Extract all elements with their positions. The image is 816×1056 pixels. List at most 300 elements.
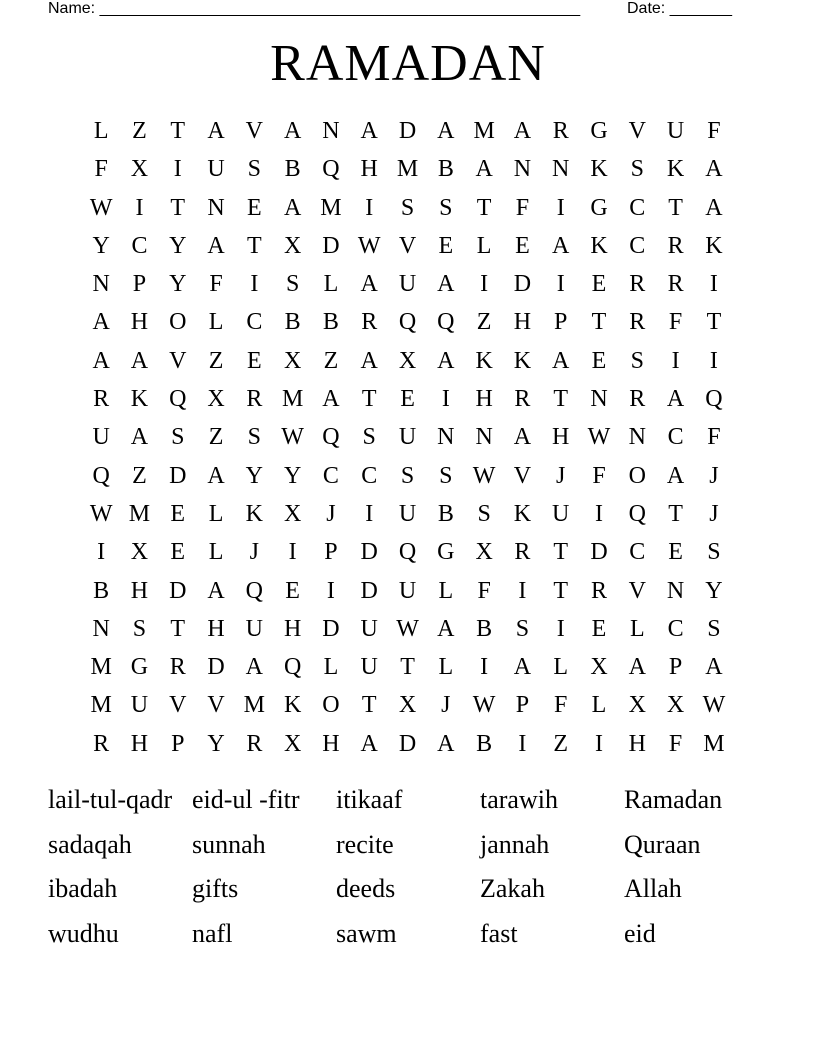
grid-letter: Y	[245, 462, 263, 489]
grid-letter: D	[169, 462, 187, 489]
grid-letter: M	[473, 118, 495, 144]
grid-letter: C	[322, 462, 339, 489]
grid-letter: Y	[705, 577, 723, 604]
grid-letter: S	[477, 500, 491, 527]
grid-letter: T	[361, 692, 377, 719]
grid-letter: R	[93, 386, 110, 413]
grid-letter: D	[360, 577, 378, 604]
grid-letter: A	[437, 271, 455, 298]
grid-letter: A	[130, 424, 149, 451]
grid-letter: V	[628, 118, 646, 144]
grid-letter: C	[246, 309, 263, 336]
grid-letter: R	[361, 309, 378, 336]
grid-letter: D	[207, 654, 225, 681]
grid-letter: N	[437, 424, 455, 451]
word-list-item: jannah	[480, 829, 550, 859]
grid-letter: T	[400, 654, 415, 681]
grid-letter: K	[590, 156, 608, 183]
grid-letter: S	[247, 156, 262, 183]
grid-letter: Q	[245, 577, 263, 604]
grid-letter: A	[513, 424, 532, 451]
grid-letter: I	[97, 539, 106, 566]
grid-letter: T	[247, 232, 262, 259]
word-list-item: sawm	[336, 919, 397, 949]
grid-letter: Z	[132, 462, 147, 489]
grid-letter: C	[667, 424, 684, 451]
grid-letter: F	[515, 194, 530, 221]
grid-letter: A	[207, 577, 225, 604]
grid-letter: X	[666, 692, 685, 719]
grid-letter: X	[130, 156, 149, 183]
grid-letter: N	[590, 386, 608, 413]
grid-letter: A	[437, 615, 455, 642]
grid-letter: U	[207, 156, 225, 183]
grid-letter: N	[322, 118, 340, 144]
grid-letter: D	[398, 118, 417, 144]
grid-row	[82, 150, 733, 188]
word-list-item: recite	[336, 829, 394, 859]
grid-letter: E	[400, 386, 415, 413]
grid-letter: R	[514, 386, 531, 413]
grid-letter: A	[705, 194, 723, 221]
grid-letter: A	[705, 654, 723, 681]
grid-letter: X	[398, 692, 417, 719]
grid-letter: P	[554, 309, 568, 336]
grid-letter: U	[130, 692, 149, 719]
grid-letter: R	[629, 309, 646, 336]
grid-letter: L	[553, 654, 569, 681]
grid-letter: S	[132, 615, 147, 642]
grid-letter: K	[283, 692, 302, 719]
grid-letter: Q	[322, 424, 340, 451]
grid-letter: B	[476, 615, 493, 642]
grid-letter: N	[552, 156, 570, 183]
grid-letter: Q	[169, 386, 187, 413]
grid-letter: F	[707, 118, 721, 144]
grid-letter: D	[513, 271, 532, 298]
grid-letter: R	[629, 271, 646, 298]
grid-letter: U	[245, 615, 263, 642]
grid-letter: Y	[283, 462, 302, 489]
grid-letter: J	[249, 539, 259, 566]
grid-letter: I	[250, 271, 259, 298]
grid-row	[82, 533, 733, 571]
grid-row	[82, 610, 733, 648]
grid-letter: D	[398, 730, 417, 757]
grid-letter: L	[323, 271, 339, 298]
grid-letter: H	[552, 424, 570, 451]
grid-letter: S	[707, 539, 721, 566]
grid-letter: S	[707, 615, 721, 642]
grid-letter: T	[170, 615, 186, 642]
grid-letter: L	[591, 692, 607, 719]
grid-letter: F	[209, 271, 223, 298]
word-list-item: sunnah	[192, 829, 266, 859]
grid-letter: I	[365, 500, 374, 527]
grid-letter: A	[705, 156, 723, 183]
grid-letter: M	[128, 500, 151, 527]
word-list-item: Allah	[624, 874, 682, 904]
grid-letter: D	[590, 539, 608, 566]
grid-letter: L	[208, 309, 224, 336]
grid-letter: S	[515, 615, 530, 642]
grid-letter: L	[629, 615, 645, 642]
grid-letter: S	[400, 462, 415, 489]
grid-letter: A	[628, 654, 646, 681]
grid-letter: I	[441, 386, 450, 413]
grid-letter: K	[245, 500, 263, 527]
grid-letter: X	[130, 539, 149, 566]
grid-letter: I	[173, 156, 182, 183]
grid-letter: Q	[705, 386, 723, 413]
grid-letter: V	[207, 692, 225, 719]
grid-letter: N	[92, 615, 110, 642]
grid-letter: H	[130, 577, 149, 604]
grid-letter: H	[207, 615, 225, 642]
grid-letter: B	[284, 309, 301, 336]
grid-letter: R	[667, 271, 684, 298]
grid-letter: Y	[169, 271, 187, 298]
grid-letter: W	[587, 424, 611, 451]
grid-row	[82, 418, 733, 456]
grid-letter: W	[89, 194, 113, 221]
grid-row	[82, 112, 733, 150]
grid-letter: S	[630, 347, 644, 374]
grid-letter: F	[668, 730, 683, 757]
grid-letter: M	[320, 194, 342, 221]
grid-letter: N	[513, 156, 532, 183]
word-list-item: wudhu	[48, 919, 119, 949]
grid-letter: T	[553, 577, 569, 604]
grid-letter: Z	[208, 424, 224, 451]
grid-letter: B	[322, 309, 339, 336]
grid-letter: V	[169, 347, 187, 374]
puzzle-title: RAMADAN	[270, 35, 546, 92]
grid-letter: I	[671, 347, 680, 374]
grid-letter: G	[130, 654, 149, 681]
grid-letter: H	[628, 730, 646, 757]
word-list-item: sadaqah	[48, 829, 132, 859]
grid-letter: C	[667, 615, 684, 642]
grid-letter: I	[326, 577, 335, 604]
grid-letter: P	[132, 271, 147, 298]
grid-letter: U	[398, 500, 417, 527]
grid-letter: X	[590, 654, 608, 681]
grid-letter: F	[554, 692, 568, 719]
word-list-item: lail-tul-qadr	[48, 785, 173, 814]
grid-letter: X	[628, 692, 646, 719]
grid-letter: R	[246, 386, 263, 413]
grid-letter: A	[666, 462, 685, 489]
grid-letter: I	[518, 730, 527, 757]
grid-letter: B	[437, 500, 454, 527]
grid-letter: A	[322, 386, 340, 413]
grid-letter: E	[668, 539, 683, 566]
grid-letter: D	[322, 615, 340, 642]
grid-letter: S	[400, 194, 415, 221]
grid-letter: W	[702, 692, 726, 719]
grid-letter: B	[476, 730, 493, 757]
grid-letter: I	[556, 615, 565, 642]
grid-letter: I	[480, 654, 489, 681]
grid-letter: A	[513, 654, 532, 681]
grid-row	[82, 648, 733, 686]
grid-letter: R	[246, 730, 263, 757]
word-list-item: fast	[480, 919, 518, 949]
grid-row	[82, 725, 733, 763]
grid-row	[82, 457, 733, 495]
grid-letter: R	[629, 386, 646, 413]
grid-letter: M	[396, 156, 419, 183]
grid-row	[82, 686, 733, 724]
grid-letter: Y	[169, 232, 187, 259]
grid-letter: D	[169, 577, 187, 604]
grid-letter: T	[476, 194, 492, 221]
grid-row	[82, 495, 733, 533]
grid-letter: V	[169, 692, 187, 719]
grid-letter: C	[629, 232, 646, 259]
grid-letter: Y	[92, 232, 110, 259]
word-list-item: Zakah	[480, 874, 545, 904]
grid-letter: I	[556, 194, 565, 221]
grid-letter: L	[208, 500, 224, 527]
grid-letter: S	[247, 424, 262, 451]
grid-letter: C	[131, 232, 148, 259]
grid-letter: X	[398, 347, 417, 374]
grid-letter: A	[437, 118, 455, 144]
grid-letter: A	[475, 156, 493, 183]
word-list-item: eid	[624, 919, 656, 949]
grid-letter: L	[93, 118, 109, 144]
grid-letter: T	[706, 309, 722, 336]
grid-letter: M	[90, 654, 112, 681]
grid-letter: Q	[437, 309, 455, 336]
name-field-label: Name: ______________________________________________________	[48, 0, 581, 17]
grid-letter: F	[592, 462, 606, 489]
grid-letter: R	[169, 654, 186, 681]
grid-letter: R	[552, 118, 569, 144]
grid-letter: E	[285, 577, 300, 604]
grid-letter: H	[283, 615, 302, 642]
grid-letter: W	[472, 692, 496, 719]
grid-letter: V	[513, 462, 532, 489]
grid-letter: Q	[398, 539, 417, 566]
grid-letter: Q	[322, 156, 340, 183]
grid-letter: U	[360, 615, 378, 642]
grid-letter: Z	[323, 347, 339, 374]
grid-letter: B	[284, 156, 301, 183]
grid-letter: P	[171, 730, 185, 757]
grid-letter: K	[513, 347, 532, 374]
grid-letter: G	[590, 118, 608, 144]
grid-letter: A	[207, 462, 225, 489]
grid-letter: V	[398, 232, 417, 259]
grid-letter: D	[322, 232, 340, 259]
grid-letter: M	[90, 692, 112, 719]
word-list-item: eid-ul -fitr	[192, 785, 300, 814]
word-list-item: itikaaf	[336, 785, 403, 814]
grid-letter: H	[130, 730, 149, 757]
grid-letter: R	[591, 577, 608, 604]
word-list-item: Ramadan	[624, 785, 723, 814]
grid-letter: I	[288, 539, 297, 566]
grid-letter: U	[92, 424, 110, 451]
grid-row	[82, 303, 733, 341]
grid-letter: M	[281, 386, 304, 413]
grid-letter: H	[322, 730, 340, 757]
word-list-item: deeds	[336, 874, 396, 904]
grid-letter: F	[668, 309, 683, 336]
grid-letter: M	[243, 692, 265, 719]
grid-row	[82, 380, 733, 418]
grid-letter: R	[667, 232, 684, 259]
grid-letter: S	[285, 271, 300, 298]
grid-letter: S	[439, 462, 453, 489]
grid-letter: E	[247, 194, 262, 221]
grid-letter: G	[437, 539, 455, 566]
grid-letter: A	[360, 118, 378, 144]
grid-letter: E	[247, 347, 262, 374]
grid-letter: T	[553, 386, 569, 413]
grid-letter: K	[475, 347, 493, 374]
grid-letter: X	[475, 539, 493, 566]
grid-letter: J	[326, 500, 336, 527]
grid-row	[82, 265, 733, 303]
grid-letter: K	[130, 386, 149, 413]
grid-letter: E	[591, 271, 607, 298]
grid-letter: N	[92, 271, 110, 298]
grid-letter: E	[170, 539, 186, 566]
grid-letter: S	[362, 424, 376, 451]
grid-letter: Z	[132, 118, 147, 144]
grid-letter: A	[130, 347, 149, 374]
grid-letter: O	[322, 692, 340, 719]
grid-letter: A	[283, 194, 302, 221]
grid-letter: S	[171, 424, 185, 451]
grid-letter: G	[590, 194, 608, 221]
grid-letter: Q	[628, 500, 646, 527]
grid-letter: H	[513, 309, 532, 336]
grid-letter: S	[630, 156, 644, 183]
grid-letter: X	[283, 232, 302, 259]
grid-letter: P	[515, 692, 530, 719]
grid-letter: A	[283, 118, 302, 144]
grid-letter: M	[703, 730, 725, 757]
grid-letter: X	[283, 500, 302, 527]
grid-letter: L	[438, 577, 454, 604]
grid-letter: W	[472, 462, 496, 489]
grid-letter: Z	[476, 309, 492, 336]
word-list-item: ibadah	[48, 874, 118, 904]
grid-letter: N	[628, 424, 646, 451]
grid-letter: J	[709, 462, 719, 489]
grid-letter: K	[666, 156, 685, 183]
grid-letter: J	[441, 692, 451, 719]
grid-letter: P	[668, 654, 683, 681]
grid-letter: E	[438, 232, 454, 259]
grid-letter: J	[709, 500, 719, 527]
grid-letter: V	[245, 118, 263, 144]
grid-letter: C	[629, 194, 646, 221]
date-field-label: Date: _______	[627, 0, 732, 17]
grid-letter: I	[709, 347, 718, 374]
grid-letter: A	[245, 654, 263, 681]
grid-letter: W	[396, 615, 419, 642]
grid-letter: H	[360, 156, 378, 183]
grid-letter: U	[666, 118, 685, 144]
grid-letter: K	[705, 232, 723, 259]
grid-letter: T	[668, 500, 683, 527]
grid-letter: R	[93, 730, 110, 757]
grid-letter: T	[553, 539, 569, 566]
word-list	[48, 778, 768, 957]
grid-letter: A	[437, 730, 455, 757]
grid-letter: N	[666, 577, 685, 604]
grid-letter: J	[556, 462, 566, 489]
grid-letter: H	[475, 386, 493, 413]
grid-letter: I	[556, 271, 565, 298]
grid-letter: S	[439, 194, 453, 221]
grid-letter: X	[283, 347, 302, 374]
grid-row	[82, 342, 733, 380]
grid-row	[82, 227, 733, 265]
grid-letter: L	[438, 654, 454, 681]
grid-letter: A	[437, 347, 455, 374]
grid-letter: I	[595, 730, 603, 757]
grid-letter: K	[590, 232, 608, 259]
grid-letter: U	[398, 271, 417, 298]
grid-row	[82, 572, 733, 610]
grid-letter: A	[360, 347, 378, 374]
grid-letter: T	[170, 194, 186, 221]
grid-letter: T	[170, 118, 186, 144]
grid-letter: O	[628, 462, 646, 489]
grid-letter: O	[169, 309, 187, 336]
grid-letter: E	[591, 347, 607, 374]
grid-letter: I	[135, 194, 144, 221]
grid-letter: T	[361, 386, 377, 413]
grid-letter: E	[591, 615, 607, 642]
grid-letter: I	[480, 271, 489, 298]
grid-letter: T	[668, 194, 683, 221]
grid-letter: Y	[207, 730, 225, 757]
grid-letter: U	[398, 577, 417, 604]
grid-letter: F	[94, 156, 108, 183]
grid-letter: X	[283, 730, 302, 757]
grid-letter: A	[360, 271, 378, 298]
grid-letter: P	[324, 539, 338, 566]
grid-letter: N	[207, 194, 225, 221]
grid-letter: A	[552, 232, 570, 259]
grid-letter: Q	[398, 309, 417, 336]
word-list-item: gifts	[192, 874, 239, 904]
grid-letter: A	[552, 347, 570, 374]
grid-letter: B	[437, 156, 454, 183]
grid-letter: U	[398, 424, 417, 451]
grid-letter: W	[281, 424, 304, 451]
grid-letter: D	[360, 539, 378, 566]
grid-letter: I	[709, 271, 718, 298]
grid-letter: V	[628, 577, 646, 604]
grid-letter: U	[360, 654, 378, 681]
grid-letter: U	[552, 500, 570, 527]
grid-letter: B	[93, 577, 110, 604]
grid-letter: W	[89, 500, 113, 527]
grid-letter: K	[513, 500, 532, 527]
grid-letter: Q	[283, 654, 302, 681]
grid-letter: Q	[92, 462, 110, 489]
letter-grid	[82, 112, 733, 763]
